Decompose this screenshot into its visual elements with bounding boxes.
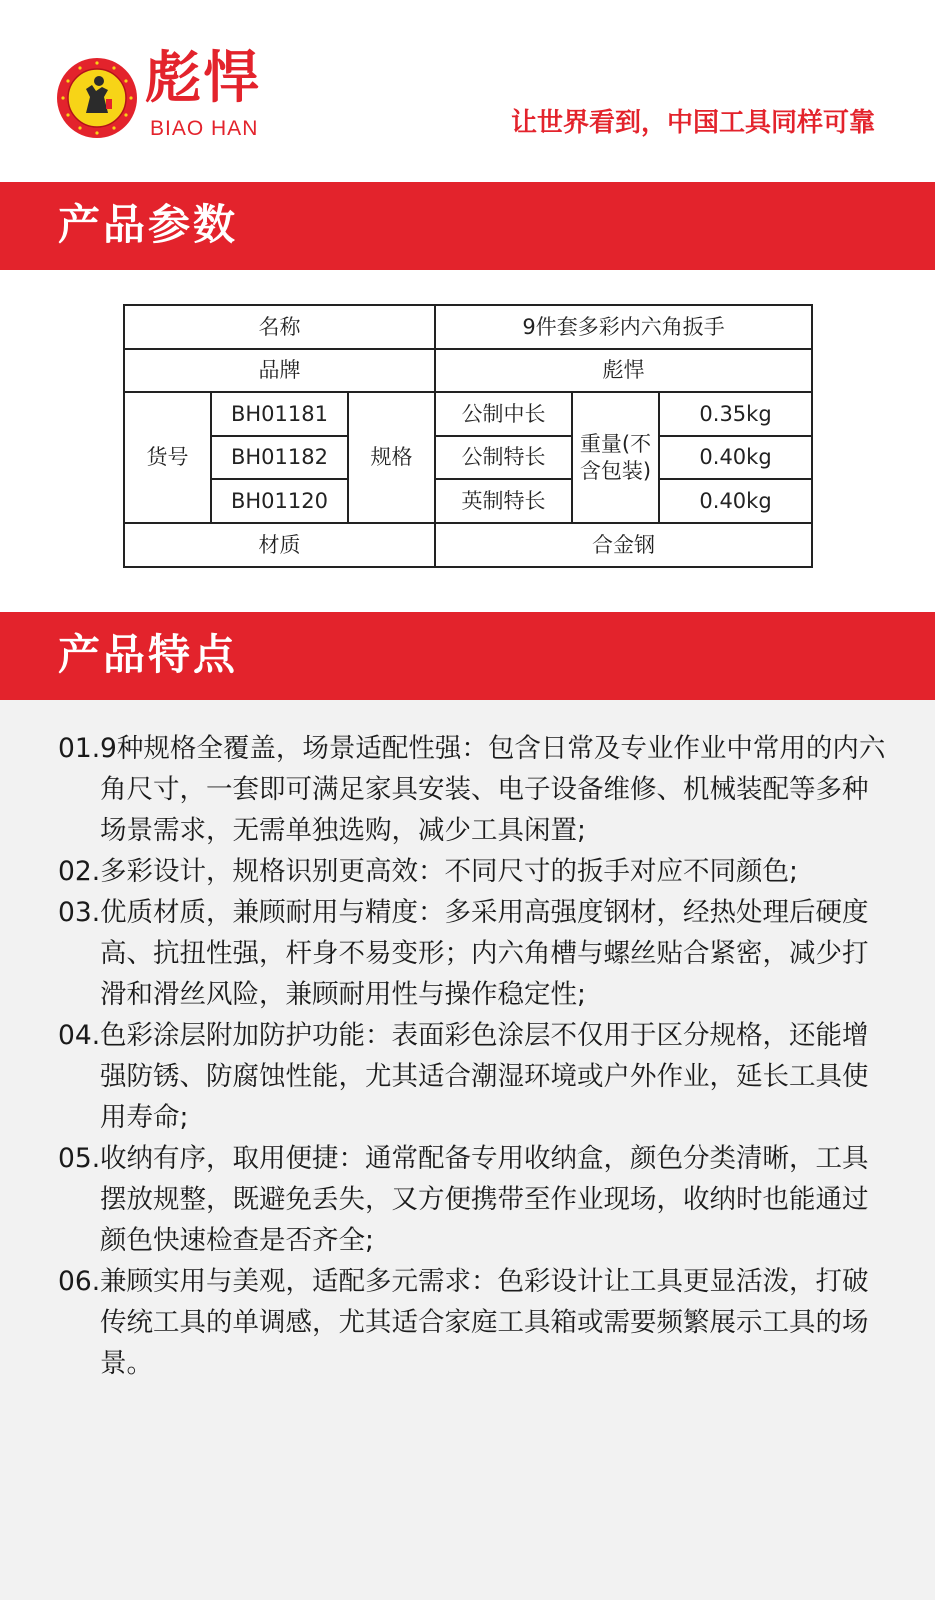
features-banner — [0, 612, 935, 700]
params-title: 产品参数 — [58, 200, 239, 249]
feature-text: 收纳有序，取用便捷：通常配备专用收纳盒，颜色分类清晰，工具摆放规整，既避免丢失，又方便携带至作业现场，收纳时也能通过颜色快速检查是否齐全; — [100, 1143, 869, 1256]
table-row — [124, 349, 812, 392]
spec-label: 规格 — [348, 392, 435, 523]
spec-value: 公制特长 — [435, 436, 572, 479]
feature-text: 9种规格全覆盖，场景适配性强：包含日常及专业作业中常用的内六角尺寸，一套即可满足家具安装、电子设备维修、机械装配等多种场景需求，无需单独选购，减少工具闲置; — [100, 733, 886, 846]
brand-value: 彪悍 — [435, 349, 812, 392]
list-item — [58, 1138, 888, 1261]
material-value: 合金钢 — [435, 523, 812, 567]
feature-number: 01. — [58, 733, 101, 764]
sku-value: BH01120 — [211, 479, 348, 523]
name-label: 名称 — [124, 305, 435, 349]
list-item — [58, 1261, 888, 1384]
weight-value: 0.40kg — [659, 436, 812, 479]
brand-label: 品牌 — [124, 349, 435, 392]
name-value: 9件套多彩内六角扳手 — [435, 305, 812, 349]
features-list — [58, 728, 888, 1384]
params-table — [123, 304, 813, 568]
params-banner — [0, 182, 935, 270]
brand-slogan: 让世界看到，中国工具同样可靠 — [510, 108, 875, 138]
table-row — [124, 479, 812, 523]
table-row — [124, 436, 812, 479]
feature-text: 色彩涂层附加防护功能：表面彩色涂层不仅用于区分规格，还能增强防锈、防腐蚀性能，尤其适合潮湿环境或户外作业，延长工具使用寿命; — [100, 1020, 869, 1133]
features-section — [0, 700, 935, 1600]
sku-value: BH01181 — [211, 392, 348, 436]
feature-number: 05. — [58, 1143, 101, 1174]
sku-label: 货号 — [124, 392, 211, 523]
brand-name-cn: 彪悍 — [145, 45, 261, 111]
list-item — [58, 728, 888, 851]
weight-label: 重量(不含包装) — [572, 392, 659, 523]
header — [0, 0, 935, 180]
features-title: 产品特点 — [58, 630, 239, 679]
table-row — [124, 392, 812, 436]
sku-value: BH01182 — [211, 436, 348, 479]
material-label: 材质 — [124, 523, 435, 567]
spec-value: 公制中长 — [435, 392, 572, 436]
brand-logo-icon — [56, 57, 138, 139]
brand-name-en: BIAO HAN — [150, 117, 259, 140]
table-row — [124, 523, 812, 567]
feature-number: 02. — [58, 856, 101, 887]
list-item — [58, 1015, 888, 1138]
feature-number: 04. — [58, 1020, 101, 1051]
params-section — [0, 270, 935, 612]
feature-text: 优质材质，兼顾耐用与精度：多采用高强度钢材，经热处理后硬度高、抗扭性强，杆身不易变形；内六角槽与螺丝贴合紧密，减少打滑和滑丝风险，兼顾耐用性与操作稳定性; — [100, 897, 869, 1010]
weight-value: 0.35kg — [659, 392, 812, 436]
list-item — [58, 851, 888, 892]
list-item — [58, 892, 888, 1015]
spec-value: 英制特长 — [435, 479, 572, 523]
weight-value: 0.40kg — [659, 479, 812, 523]
feature-text: 兼顾实用与美观，适配多元需求：色彩设计让工具更显活泼，打破传统工具的单调感，尤其适合家庭工具箱或需要频繁展示工具的场景。 — [100, 1266, 869, 1379]
feature-number: 06. — [58, 1266, 101, 1297]
table-row — [124, 305, 812, 349]
feature-text: 多彩设计，规格识别更高效：不同尺寸的扳手对应不同颜色; — [100, 856, 798, 887]
feature-number: 03. — [58, 897, 101, 928]
